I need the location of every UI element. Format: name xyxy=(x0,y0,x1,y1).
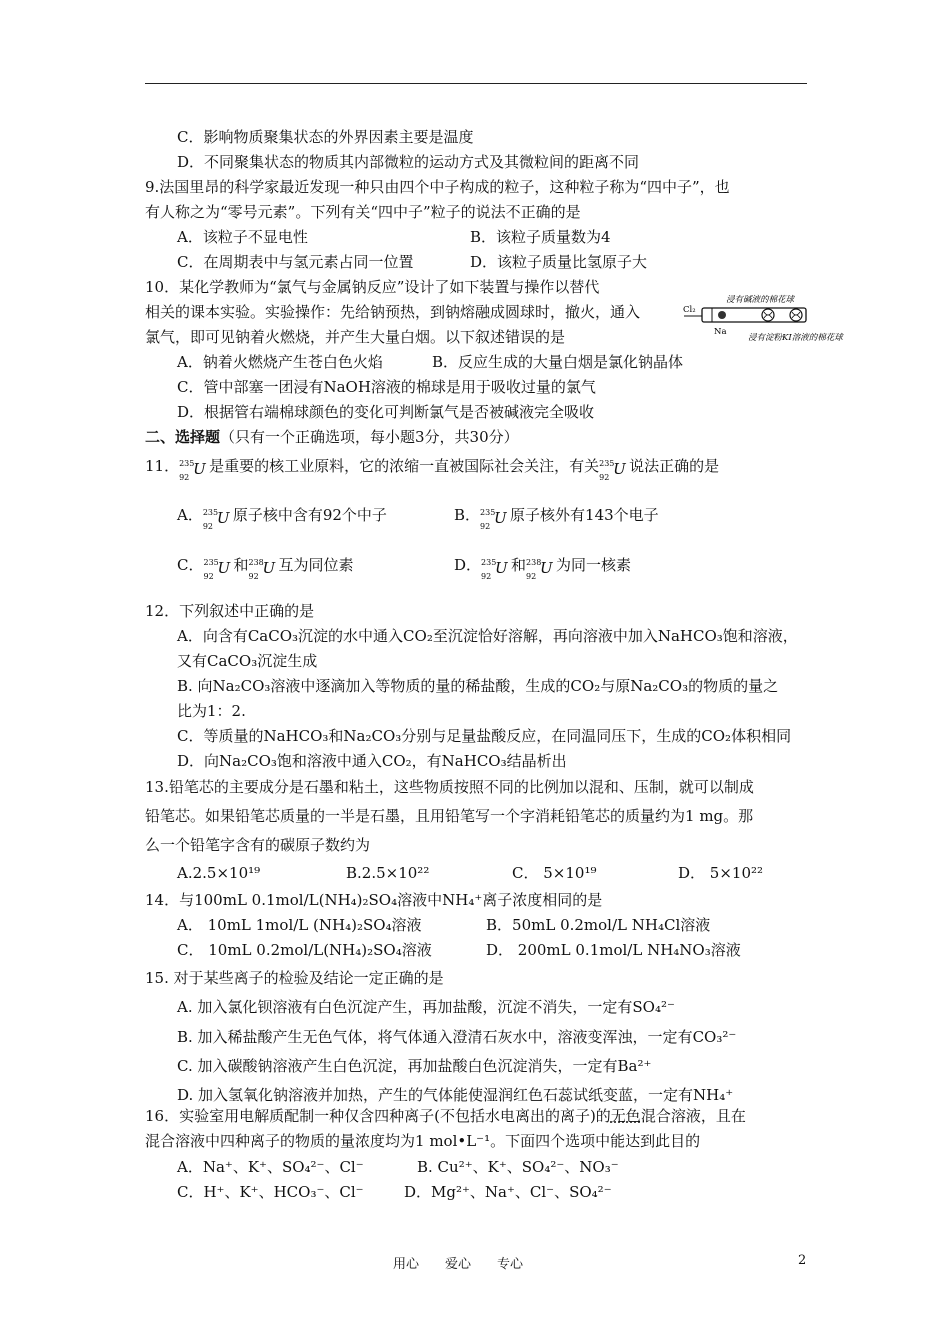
q13-stem-line1: 13.铅笔芯的主要成分是石墨和粘土，这些物质按照不同的比例加以混和、压制，就可以制成 xyxy=(145,778,754,796)
q14-option-c: C． 10mL 0.2mol/L(NH₄)₂SO₄溶液 xyxy=(177,941,432,959)
q14-option-d: D． 200mL 0.1mol/L NH₄NO₃溶液 xyxy=(486,941,741,959)
q16-emphasis: 无色 xyxy=(610,1107,641,1125)
q11-stem-text2: 说法正确的是 xyxy=(629,457,720,475)
isotope-u235: 235 92 U xyxy=(179,459,206,482)
isotope-u235: 235 92 U xyxy=(599,459,626,482)
q9-stem-line1: 9.法国里昂的科学家最近发现一种只由四个中子构成的粒子，这种粒子称为“四中子”，也 xyxy=(145,178,730,196)
q11-number: 11． xyxy=(145,457,180,475)
q11-option-d: D． 235 92 U 和 238 92 U 为同一核素 xyxy=(454,556,632,581)
q10-stem-line3: 氯气，即可见钠着火燃烧，并产生大量白烟。以下叙述错误的是 xyxy=(145,328,566,346)
footer-word-3: 专心 xyxy=(497,1257,524,1272)
q9-option-b: B．该粒子质量数为4 xyxy=(470,228,611,246)
q13-option-a: A.2.5×10¹⁹ xyxy=(177,864,261,882)
q10-option-a: A．钠着火燃烧产生苍白色火焰 xyxy=(177,353,383,371)
isotope-u235: 235 92 U xyxy=(202,508,230,531)
q10-option-c: C．管中部塞一团浸有NaOH溶液的棉球是用于吸收过量的氯气 xyxy=(177,378,596,396)
figure-label-bottom: 浸有淀粉KI溶液的棉花球 xyxy=(748,333,843,343)
q10-option-b: B．反应生成的大量白烟是氯化钠晶体 xyxy=(432,353,684,371)
section-2-title: 二、选择题 xyxy=(145,428,221,446)
q12-option-d: D．向Na₂CO₃饱和溶液中通入CO₂，有NaHCO₃结晶析出 xyxy=(177,752,567,770)
q13-stem-line2: 铅笔芯。如果铅笔芯质量的一半是石墨，且用铅笔写一个字消耗铅笔芯的质量约为1 mg。那 xyxy=(145,807,754,825)
q10-option-d: D．根据管右端棉球颜色的变化可判断氯气是否被碱液完全吸收 xyxy=(177,403,595,421)
section-2-heading xyxy=(145,427,519,447)
apparatus-figure xyxy=(682,290,843,348)
figure-na-label: Na xyxy=(714,327,727,337)
q12-stem: 12．下列叙述中正确的是 xyxy=(145,602,315,620)
q16-option-a: A．Na⁺、K⁺、SO₄²⁻、Cl⁻ xyxy=(177,1158,364,1176)
q15-stem: 15. 对于某些离子的检验及结论一定正确的是 xyxy=(145,969,444,987)
q11-option-a: A． 235 92 U 原子核中含有92个中子 xyxy=(177,506,387,531)
page-number: 2 xyxy=(798,1253,807,1268)
q11-option-b: B． 235 92 U 原子核外有143个电子 xyxy=(454,506,659,531)
section-2-note: （只有一个正确选项，每小题3分，共30分） xyxy=(220,428,519,446)
q16-stem-line2: 混合溶液中四种离子的物质的量浓度均为1 mol•L⁻¹。下面四个选项中能达到此目的 xyxy=(145,1132,701,1150)
q14-stem: 14．与100mL 0.1mol/L(NH₄)₂SO₄溶液中NH₄⁺离子浓度相同的是 xyxy=(145,891,603,909)
q9-option-a: A．该粒子不显电性 xyxy=(177,228,308,246)
isotope-u238: 238 92 U xyxy=(248,558,276,581)
isotope-u235: 235 92 U xyxy=(203,558,231,581)
q12-option-a-line2: 又有CaCO₃沉淀生成 xyxy=(177,652,318,670)
q15-option-a: A. 加入氯化钡溶液有白色沉淀产生，再加盐酸，沉淀不消失，一定有SO₄²⁻ xyxy=(177,998,675,1016)
q15-option-d: D. 加入氢氧化钠溶液并加热，产生的气体能使湿润红色石蕊试纸变蓝，一定有NH₄⁺ xyxy=(177,1086,734,1104)
q8-option-c: C．影响物质聚集状态的外界因素主要是温度 xyxy=(177,128,474,146)
q16-stem-line1: 16．实验室用电解质配制一种仅含四种离子(不包括水电离出的离子)的无色混合溶液，且在 xyxy=(145,1107,746,1125)
q10-stem-line2: 相关的课本实验。实验操作：先给钠预热，到钠熔融成圆球时，撤火，通入 xyxy=(145,303,641,321)
q10-stem-line1: 10．某化学教师为“氯气与金属钠反应”设计了如下装置与操作以替代 xyxy=(145,278,600,296)
footer-word-1: 用心 xyxy=(393,1257,420,1272)
q12-option-c: C．等质量的NaHCO₃和Na₂CO₃分别与足量盐酸反应，在同温同压下，生成的CO₂体积相同 xyxy=(177,727,792,745)
q12-option-a-line1: A．向含有CaCO₃沉淀的水中通入CO₂至沉淀恰好溶解，再向溶液中加入NaHCO₃饱和溶液， xyxy=(177,627,798,645)
q14-option-a: A． 10mL 1mol/L (NH₄)₂SO₄溶液 xyxy=(177,916,422,934)
figure-sodium xyxy=(718,311,726,319)
figure-cl2-label: Cl₂ xyxy=(683,305,696,315)
q12-option-b-line2: 比为1：2. xyxy=(177,702,246,720)
q9-option-c: C．在周期表中与氢元素占同一位置 xyxy=(177,253,414,271)
q16-option-c: C．H⁺、K⁺、HCO₃⁻、Cl⁻ xyxy=(177,1183,364,1201)
q11-option-c: C． 235 92 U 和 238 92 U 互为同位素 xyxy=(177,556,354,581)
figure-label-top: 浸有碱液的棉花球 xyxy=(726,295,795,305)
q13-option-b: B.2.5×10²² xyxy=(346,864,430,882)
q13-option-d: D． 5×10²² xyxy=(678,864,764,882)
q9-stem-line2: 有人称之为“零号元素”。下列有关“四中子”粒子的说法不正确的是 xyxy=(145,203,581,221)
q9-option-d: D．该粒子质量比氢原子大 xyxy=(470,253,648,271)
q16-option-b: B. Cu²⁺、K⁺、SO₄²⁻、NO₃⁻ xyxy=(417,1158,619,1176)
header-rule xyxy=(145,83,807,84)
q11-stem xyxy=(145,456,720,482)
isotope-u235: 235 92 U xyxy=(481,558,508,581)
q12-option-b-line1: B. 向Na₂CO₃溶液中逐滴加入等物质的量的稀盐酸，生成的CO₂与原Na₂CO₃的物质的量之 xyxy=(177,677,779,695)
q14-option-b: B．50mL 0.2mol/L NH₄Cl溶液 xyxy=(486,916,711,934)
footer-word-2: 爱心 xyxy=(445,1257,472,1272)
q15-option-b: B. 加入稀盐酸产生无色气体，将气体通入澄清石灰水中，溶液变浑浊，一定有CO₃²⁻ xyxy=(177,1028,737,1046)
isotope-u235: 235 92 U xyxy=(480,508,507,531)
q16-option-d: D．Mg²⁺、Na⁺、Cl⁻、SO₄²⁻ xyxy=(404,1183,612,1201)
page-footer xyxy=(393,1253,549,1272)
q13-stem-line3: 么一个铅笔字含有的碳原子数约为 xyxy=(145,836,371,854)
q13-option-c: C． 5×10¹⁹ xyxy=(512,864,597,882)
isotope-u238: 238 92 U xyxy=(526,558,553,581)
q15-option-c: C. 加入碳酸钠溶液产生白色沉淀，再加盐酸白色沉淀消失，一定有Ba²⁺ xyxy=(177,1057,652,1075)
q8-option-d: D．不同聚集状态的物质其内部微粒的运动方式及其微粒间的距离不同 xyxy=(177,153,640,171)
q11-stem-text1: 是重要的核工业原料，它的浓缩一直被国际社会关注，有关 xyxy=(209,457,600,475)
